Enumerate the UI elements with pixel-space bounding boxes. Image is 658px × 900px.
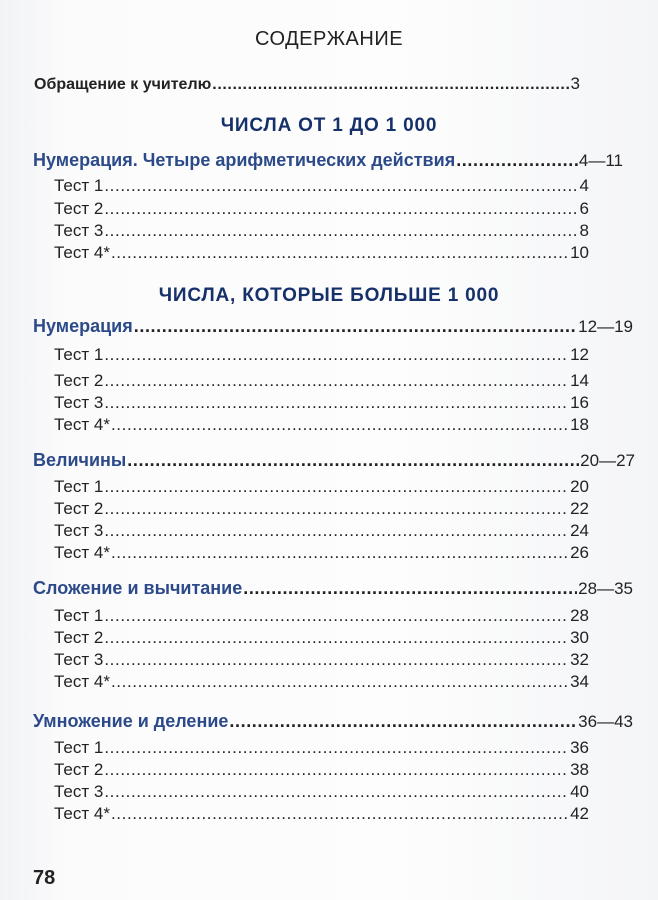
dot-leader [104, 521, 569, 541]
test-page: 10 [570, 243, 589, 262]
dot-leader [104, 176, 578, 196]
test-label: Тест 2 [54, 760, 104, 779]
dot-leader [104, 393, 569, 413]
toc-test-entry[interactable] [54, 499, 589, 519]
dot-leader [111, 672, 569, 692]
test-page: 14 [570, 371, 589, 390]
toc-test-entry[interactable] [54, 345, 589, 365]
dot-leader [243, 578, 577, 599]
test-label: Тест 2 [54, 499, 104, 518]
toc-test-entry[interactable] [54, 415, 589, 435]
test-label: Тест 4* [54, 243, 110, 262]
dot-leader [456, 150, 578, 171]
section-pages: 36—43 [578, 712, 633, 731]
test-page: 6 [579, 199, 589, 218]
test-label: Тест 2 [54, 199, 104, 218]
test-label: Тест 4* [54, 804, 110, 823]
dot-leader [104, 221, 578, 241]
test-page: 42 [570, 804, 589, 823]
toc-section-entry[interactable] [33, 150, 623, 171]
toc-entry-page: 3 [570, 74, 580, 93]
dot-leader [212, 76, 569, 94]
dot-leader [111, 543, 569, 563]
toc-test-entry[interactable] [54, 606, 589, 626]
test-label: Тест 1 [54, 606, 104, 625]
dot-leader [104, 499, 569, 519]
toc-test-entry[interactable] [54, 521, 589, 541]
part-title: ЧИСЛА, КОТОРЫЕ БОЛЬШЕ 1 000 [158, 285, 500, 306]
dot-leader [229, 711, 577, 732]
section-pages: 20—27 [580, 451, 635, 470]
section-label: Умножение и деление [33, 711, 229, 731]
dot-leader [104, 199, 578, 219]
test-label: Тест 1 [54, 176, 104, 195]
toc-section-entry[interactable] [33, 450, 635, 471]
test-page: 32 [570, 650, 589, 669]
dot-leader [111, 804, 569, 824]
test-page: 20 [570, 477, 589, 496]
test-page: 38 [570, 760, 589, 779]
test-label: Тест 4* [54, 543, 110, 562]
section-pages: 12—19 [578, 317, 633, 336]
dot-leader [111, 415, 569, 435]
test-page: 28 [570, 606, 589, 625]
test-page: 16 [570, 393, 589, 412]
test-label: Тест 3 [54, 521, 104, 540]
toc-intro-entry[interactable] [34, 74, 580, 94]
section-label: Сложение и вычитание [33, 578, 243, 598]
test-page: 12 [570, 345, 589, 364]
test-page: 24 [570, 521, 589, 540]
toc-entry-label: Обращение к учителю [34, 76, 212, 93]
section-pages: 4—11 [578, 151, 623, 170]
toc-test-entry[interactable] [54, 371, 589, 391]
dot-leader [104, 371, 569, 391]
toc-test-entry[interactable] [54, 628, 589, 648]
page-number: 78 [33, 867, 56, 889]
test-label: Тест 1 [54, 477, 104, 496]
dot-leader [104, 760, 569, 780]
test-page: 18 [570, 415, 589, 434]
dot-leader [104, 628, 569, 648]
toc-test-entry[interactable] [54, 176, 589, 196]
toc-section-entry[interactable] [33, 578, 633, 599]
toc-test-entry[interactable] [54, 477, 589, 497]
test-page: 26 [570, 543, 589, 562]
test-page: 40 [570, 782, 589, 801]
test-label: Тест 1 [54, 738, 104, 757]
toc-test-entry[interactable] [54, 199, 589, 219]
toc-section-entry[interactable] [33, 711, 633, 732]
dot-leader [127, 450, 579, 471]
test-label: Тест 4* [54, 672, 110, 691]
page-title: СОДЕРЖАНИЕ [254, 28, 404, 50]
test-page: 8 [579, 221, 589, 240]
section-label: Величины [33, 450, 127, 470]
test-page: 36 [570, 738, 589, 757]
dot-leader [111, 243, 569, 263]
section-pages: 28—35 [578, 579, 633, 598]
test-label: Тест 2 [54, 628, 104, 647]
toc-test-entry[interactable] [54, 243, 589, 263]
toc-section-entry[interactable] [33, 316, 633, 337]
test-label: Тест 3 [54, 221, 104, 240]
dot-leader [104, 477, 569, 497]
dot-leader [104, 345, 569, 365]
test-label: Тест 3 [54, 782, 104, 801]
test-label: Тест 3 [54, 393, 104, 412]
test-page: 30 [570, 628, 589, 647]
toc-test-entry[interactable] [54, 738, 589, 758]
test-label: Тест 1 [54, 345, 104, 364]
test-label: Тест 3 [54, 650, 104, 669]
toc-test-entry[interactable] [54, 804, 589, 824]
dot-leader [104, 738, 569, 758]
test-page: 34 [570, 672, 589, 691]
part-title: ЧИСЛА ОТ 1 ДО 1 000 [220, 115, 438, 136]
dot-leader [134, 316, 577, 337]
toc-test-entry[interactable] [54, 760, 589, 780]
toc-test-entry[interactable] [54, 672, 589, 692]
test-page: 4 [579, 176, 589, 195]
test-label: Тест 4* [54, 415, 110, 434]
toc-test-entry[interactable] [54, 650, 589, 670]
toc-test-entry[interactable] [54, 782, 589, 802]
test-page: 22 [570, 499, 589, 518]
section-label: Нумерация. Четыре арифметических действия [33, 150, 456, 170]
dot-leader [104, 782, 569, 802]
dot-leader [104, 606, 569, 626]
toc-test-entry[interactable] [54, 393, 589, 413]
toc-test-entry[interactable] [54, 543, 589, 563]
test-label: Тест 2 [54, 371, 104, 390]
dot-leader [104, 650, 569, 670]
toc-test-entry[interactable] [54, 221, 589, 241]
section-label: Нумерация [33, 316, 133, 336]
